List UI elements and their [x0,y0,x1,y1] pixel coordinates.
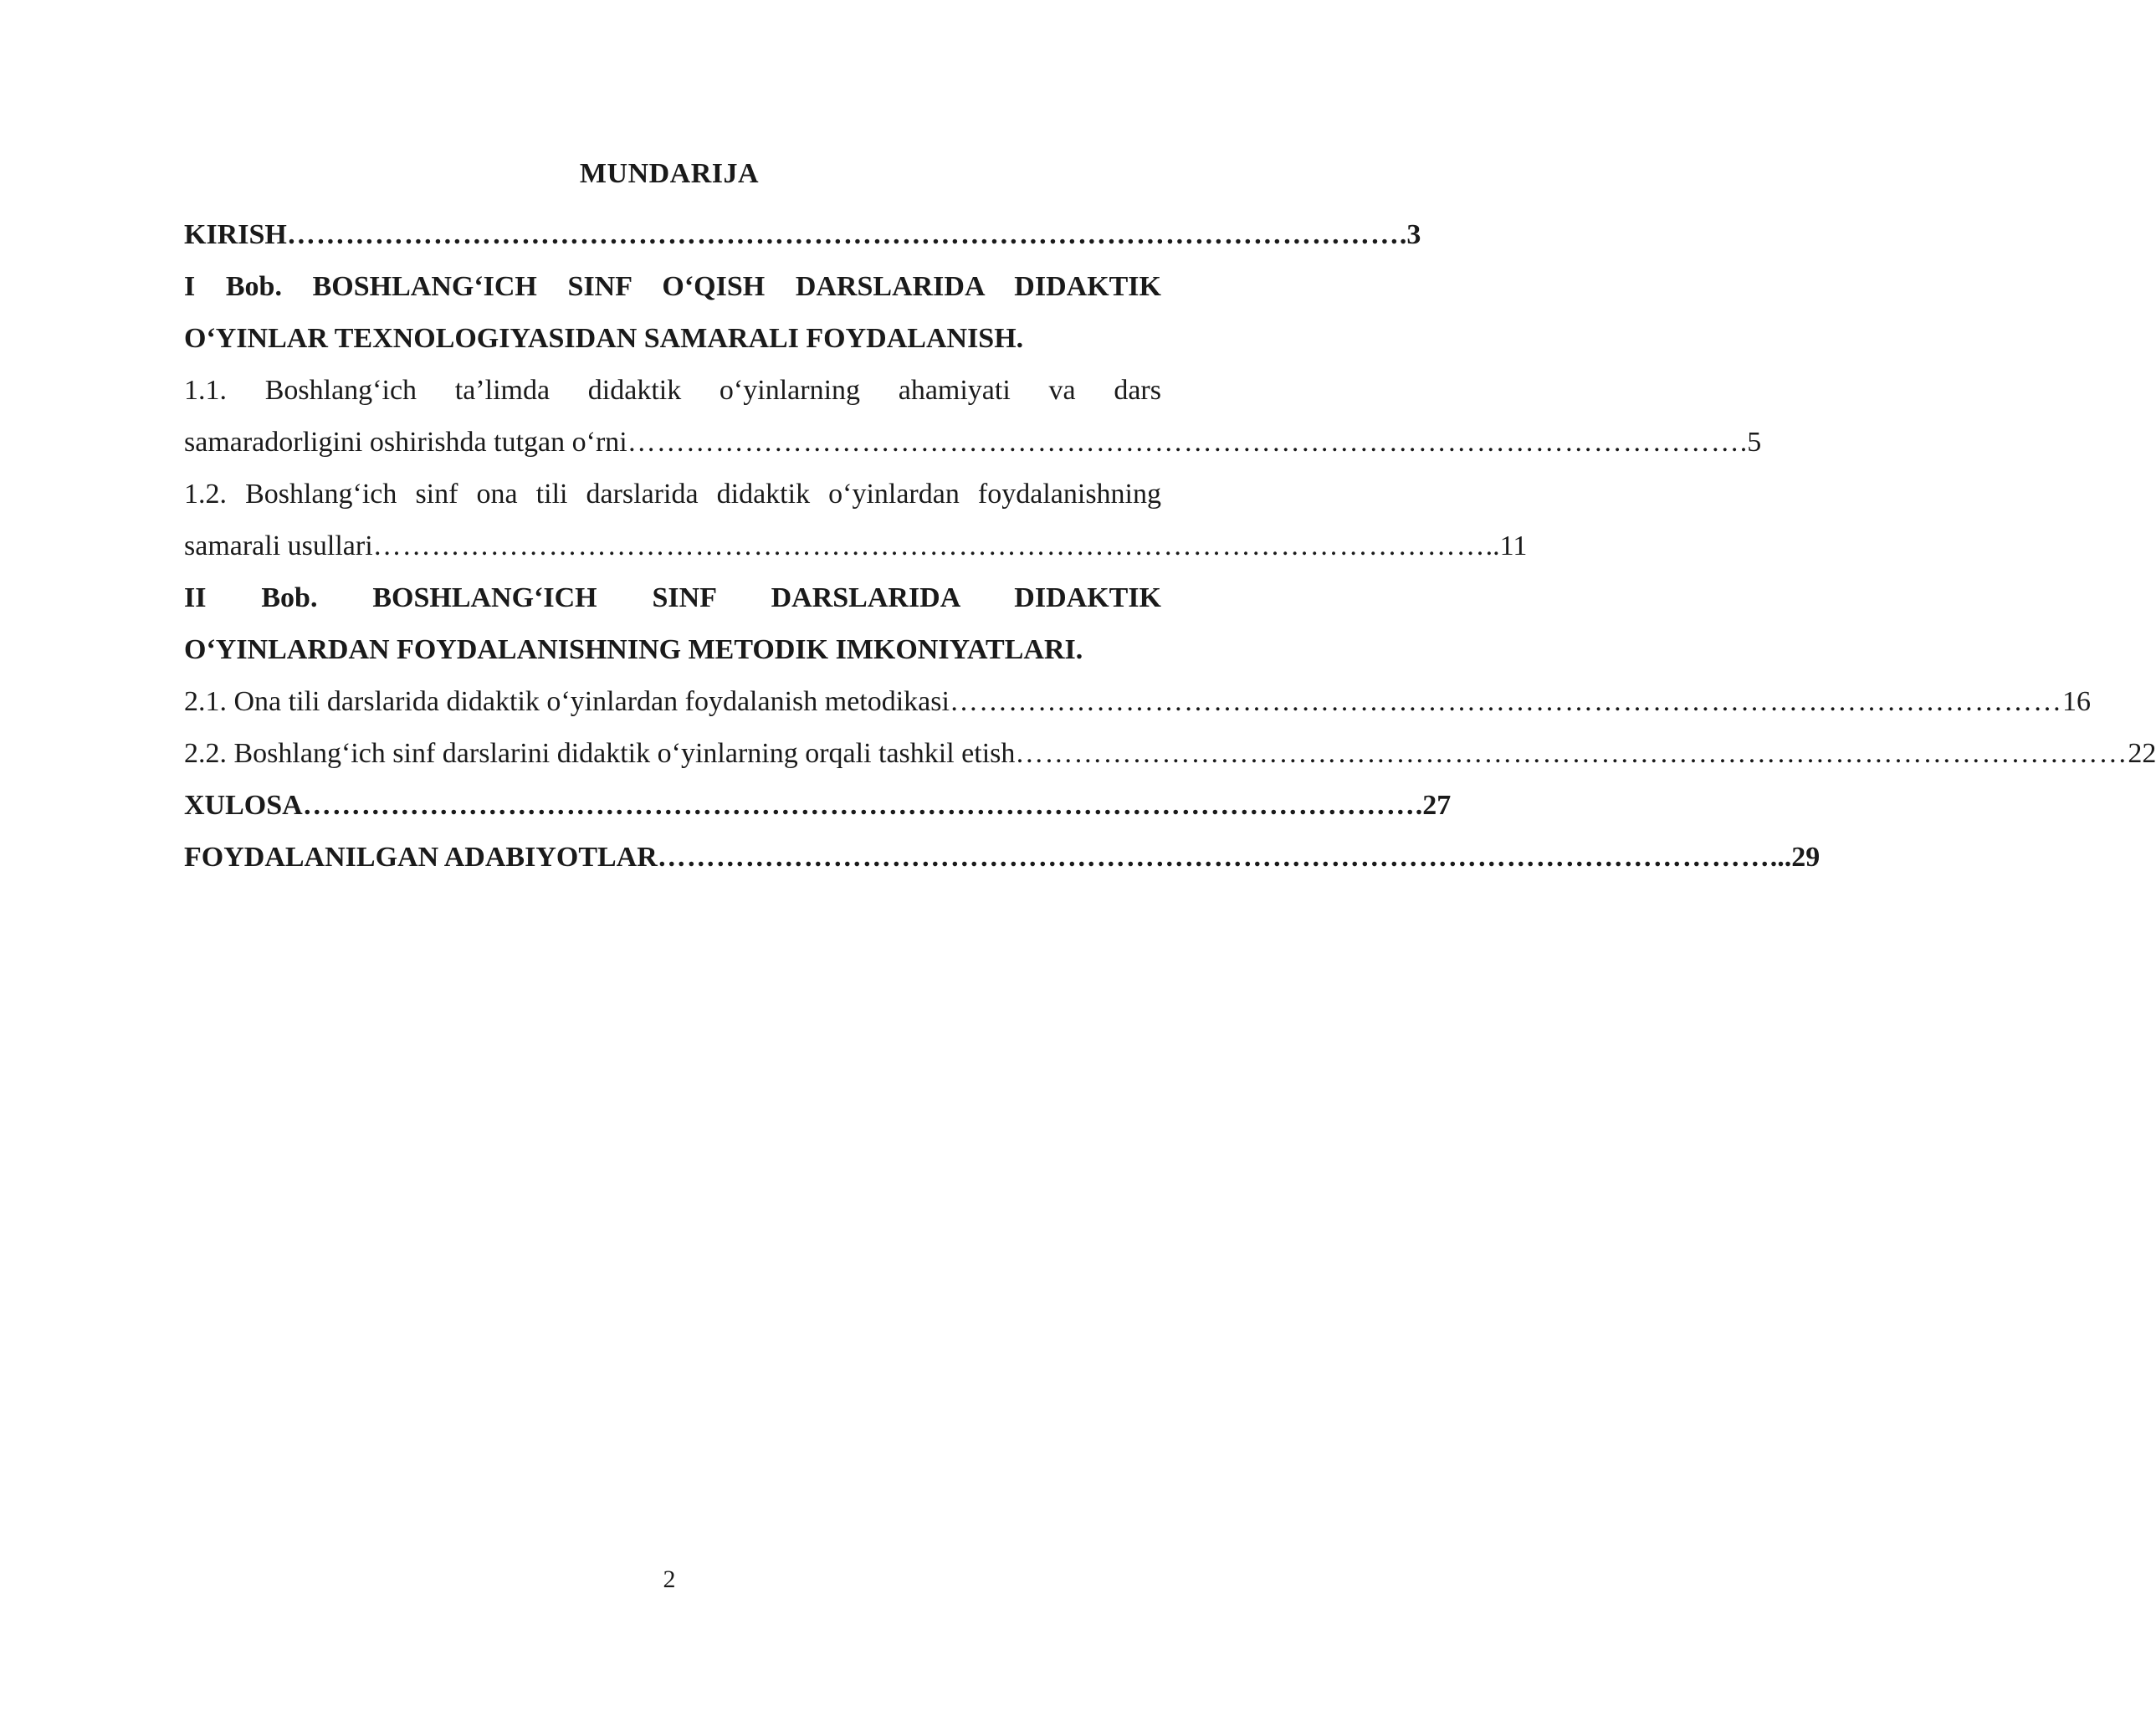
toc-section-1-1-line-1[interactable]: 1.1. Boshlang‘ich ta’limda didaktik o‘yinlarning ahamiyati va dars [184,375,1161,406]
toc-section-1-2-line-1[interactable]: 1.2. Boshlang‘ich sinf ona tili darslarida didaktik o‘yinlardan foydalanishning [184,479,1161,510]
toc-section-2-1[interactable] [184,683,2091,721]
toc-page-number: .27 [1415,790,1452,821]
toc-entry-label: samarali usullari [184,530,373,561]
toc-section-1-2-line-2[interactable] [184,527,1528,566]
dot-leader: …………………………………………………………………………………………………… [627,427,1740,458]
toc-section-2-2[interactable] [184,735,2156,773]
toc-entry-adabiyotlar[interactable] [184,838,1821,877]
toc-chapter-2-line-2[interactable]: O‘YINLARDAN FOYDALANISHNING METODIK IMKONIYATLARI. [184,634,1083,665]
page-number: 2 [663,1565,676,1593]
toc-entry-label: 2.1. Ona tili darslarida didaktik o‘yinlardan foydalanish metodikasi [184,686,950,717]
toc-page-number: ..11 [1485,530,1528,561]
dot-leader: …………………………………………………………………………………………………… [302,790,1416,821]
dot-leader: …………………………………………………………………………………………………… [657,842,1770,873]
toc-chapter-1-line-2[interactable]: O‘YINLAR TEXNOLOGIYASIDAN SAMARALI FOYDALANISH. [184,323,1024,354]
toc-entry-label: KIRISH [184,219,287,250]
toc-chapter-2-line-1[interactable]: II Bob. BOSHLANG‘ICH SINF DARSLARIDA DIDAKTIK [184,582,1161,613]
toc-entry-kirish[interactable] [184,216,1421,254]
toc-entry-label: XULOSA [184,790,303,821]
dot-leader: …………………………………………………………………………………………………… [286,219,1400,250]
toc-chapter-1-line-1[interactable]: I Bob. BOSHLANG‘ICH SINF O‘QISH DARSLARIDA DIDAKTIK [184,271,1161,302]
toc-page-number: 16 [2061,686,2091,717]
toc-entry-label: 2.2. Boshlang‘ich sinf darslarini didaktik o‘yinlarning orqali tashkil etish [184,738,1016,769]
dot-leader: …………………………………………………………………………………………………… [949,686,2062,717]
toc-entry-label: FOYDALANILGAN ADABIYOTLAR [184,842,658,873]
toc-entry-label: samaradorligini oshirishda tutgan o‘rni [184,427,627,458]
toc-page-number: ...29 [1769,842,1821,873]
toc-page-number: 22 [2128,738,2156,769]
toc-section-1-1-line-2[interactable] [184,423,1762,462]
toc-entry-xulosa[interactable] [184,787,1452,825]
dot-leader: …………………………………………………………………………………………………… [372,530,1486,561]
dot-leader: …………………………………………………………………………………………………… [1015,738,2128,769]
page-title: MUNDARIJA [579,158,760,189]
toc-page-number: .5 [1739,427,1762,458]
toc-page-number: .3 [1399,219,1421,250]
